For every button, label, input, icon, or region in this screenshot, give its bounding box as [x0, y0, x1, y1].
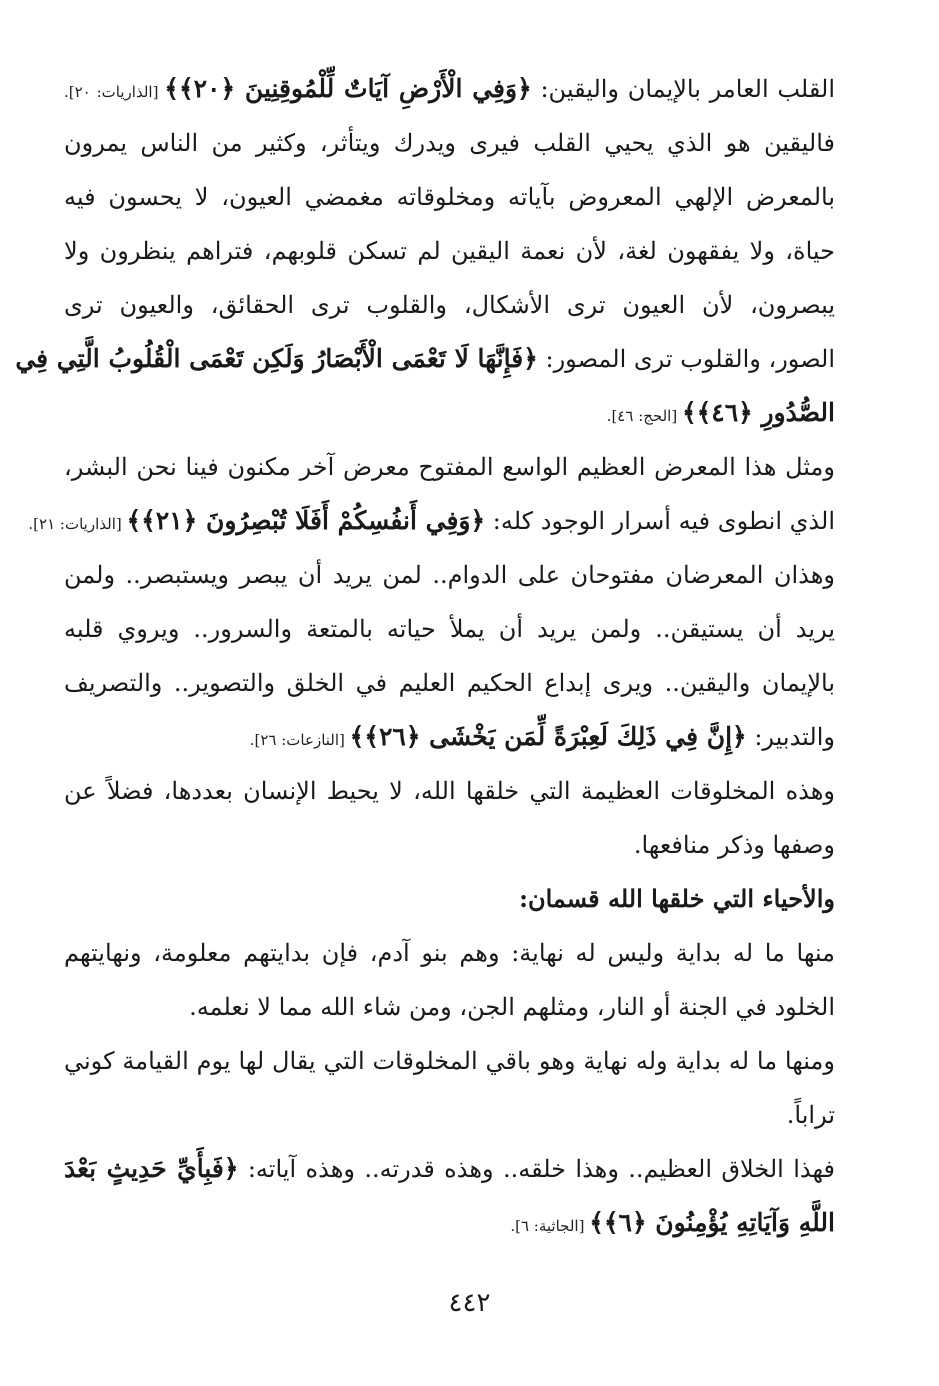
- line-text: بالمعرض الإلهي المعروض بآياته ومخلوقاته مغمضي العيون، لا يحسون فيه: [64, 183, 835, 211]
- text-line: [64, 62, 835, 116]
- text-line: [15, 332, 835, 386]
- text-line: [28, 494, 835, 548]
- line-text: ومثل هذا المعرض العظيم الواسع المفتوح معرض آخر مكنون فينا نحن البشر،: [64, 453, 835, 481]
- text-line: [64, 1196, 835, 1250]
- line-text: يريد أن يستيقن.. ولمن يريد أن يملأ حياته بالمتعة والسرور.. ويروي قلبه: [64, 615, 835, 643]
- line-text: القلب العامر بالإيمان واليقين:: [531, 75, 835, 103]
- line-text: يبصرون، لأن العيون ترى الأشكال، والقلوب ترى الحقائق، والعيون ترى: [64, 291, 835, 319]
- quran-verse: ﴿وَفِي الْأَرْضِ آيَاتٌ لِّلْمُوقِنِينَ ﴿٢٠﴾﴾: [164, 74, 532, 103]
- line-text: الصور، والقلوب ترى المصور:: [537, 345, 835, 373]
- line-text: بالإيمان واليقين.. ويرى إبداع الحكيم العليم في الخلق والتصوير.. والتصريف: [64, 669, 835, 697]
- verse-reference: [الحج: ٤٦].: [606, 407, 682, 425]
- line-text: منها ما له بداية وليس له نهاية: وهم بنو آدم، فإن بدايتهم معلومة، ونهايتهم: [64, 939, 835, 967]
- line-text: فهذا الخلاق العظيم.. وهذا خلقه.. وهذه قدرته.. وهذه آياته:: [238, 1155, 835, 1183]
- text-line: [64, 1088, 835, 1142]
- line-text: وهذان المعرضان مفتوحان على الدوام.. لمن يريد أن يبصر ويستبصر.. ولمن: [64, 561, 835, 589]
- quran-verse: ﴿وَفِي أَنفُسِكُمْ أَفَلَا تُبْصِرُونَ ﴿٢١﴾﴾: [126, 506, 486, 535]
- quran-verse: اللَّهِ وَآيَاتِهِ يُؤْمِنُونَ ﴿٦﴾﴾: [589, 1208, 835, 1237]
- text-line: [64, 170, 835, 224]
- verse-reference: [الذاريات: ٢٠].: [64, 83, 165, 101]
- heading-text: والأحياء التي خلقها الله قسمان:: [519, 884, 835, 913]
- text-line: [64, 548, 835, 602]
- text-line: [64, 1142, 835, 1196]
- text-line: [64, 386, 835, 440]
- line-text: وهذه المخلوقات العظيمة التي خلقها الله، لا يحيط الإنسان بعددها، فضلاً عن: [64, 777, 835, 805]
- section-heading: [64, 872, 835, 926]
- line-text: والتدبير:: [746, 723, 835, 751]
- quran-verse: ﴿فَإِنَّهَا لَا تَعْمَى الْأَبْصَارُ وَلَكِن تَعْمَى الْقُلُوبُ الَّتِي فِي: [15, 344, 538, 373]
- text-line: [64, 818, 835, 872]
- text-line: [64, 710, 835, 764]
- line-text: فاليقين هو الذي يحيي القلب فيرى ويدرك ويتأثر، وكثير من الناس يمرون: [64, 129, 836, 157]
- line-text: ومنها ما له بداية وله نهاية وهو باقي المخلوقات التي يقال لها يوم القيامة كوني: [64, 1047, 835, 1075]
- verse-reference: [الجاثية: ٦].: [510, 1217, 590, 1235]
- text-line: [64, 1034, 835, 1088]
- page-number: ٤٤٢: [448, 1288, 491, 1318]
- line-text: تراباً.: [786, 1101, 835, 1129]
- verse-reference: [النازعات: ٢٦].: [249, 731, 350, 749]
- line-text: حياة، ولا يفقهون لغة، لأن نعمة اليقين لم تسكن قلوبهم، فتراهم ينظرون ولا: [64, 237, 835, 265]
- quran-verse: ﴿فَبِأَيِّ حَدِيثٍ بَعْدَ: [64, 1154, 239, 1183]
- text-line: [64, 440, 835, 494]
- text-line: [64, 224, 835, 278]
- text-line: [64, 926, 835, 980]
- text-line: [64, 278, 835, 332]
- text-line: [64, 980, 835, 1034]
- text-line: [64, 116, 835, 170]
- line-text: الخلود في الجنة أو النار، ومثلهم الجن، ومن شاء الله مما لا نعلمه.: [189, 993, 835, 1021]
- verse-reference: [الذاريات: ٢١].: [28, 515, 127, 533]
- line-text: وصفها وذكر منافعها.: [633, 831, 835, 859]
- text-line: [64, 602, 835, 656]
- line-text: الذي انطوى فيه أسرار الوجود كله:: [485, 507, 835, 535]
- quran-verse: ﴿إِنَّ فِي ذَلِكَ لَعِبْرَةً لِّمَن يَخْشَى ﴿٢٦﴾﴾: [349, 722, 747, 751]
- page-body: [15, 62, 836, 1242]
- quran-verse: الصُّدُورِ ﴿٤٦﴾﴾: [681, 398, 835, 427]
- text-line: [64, 656, 835, 710]
- text-line: [64, 764, 835, 818]
